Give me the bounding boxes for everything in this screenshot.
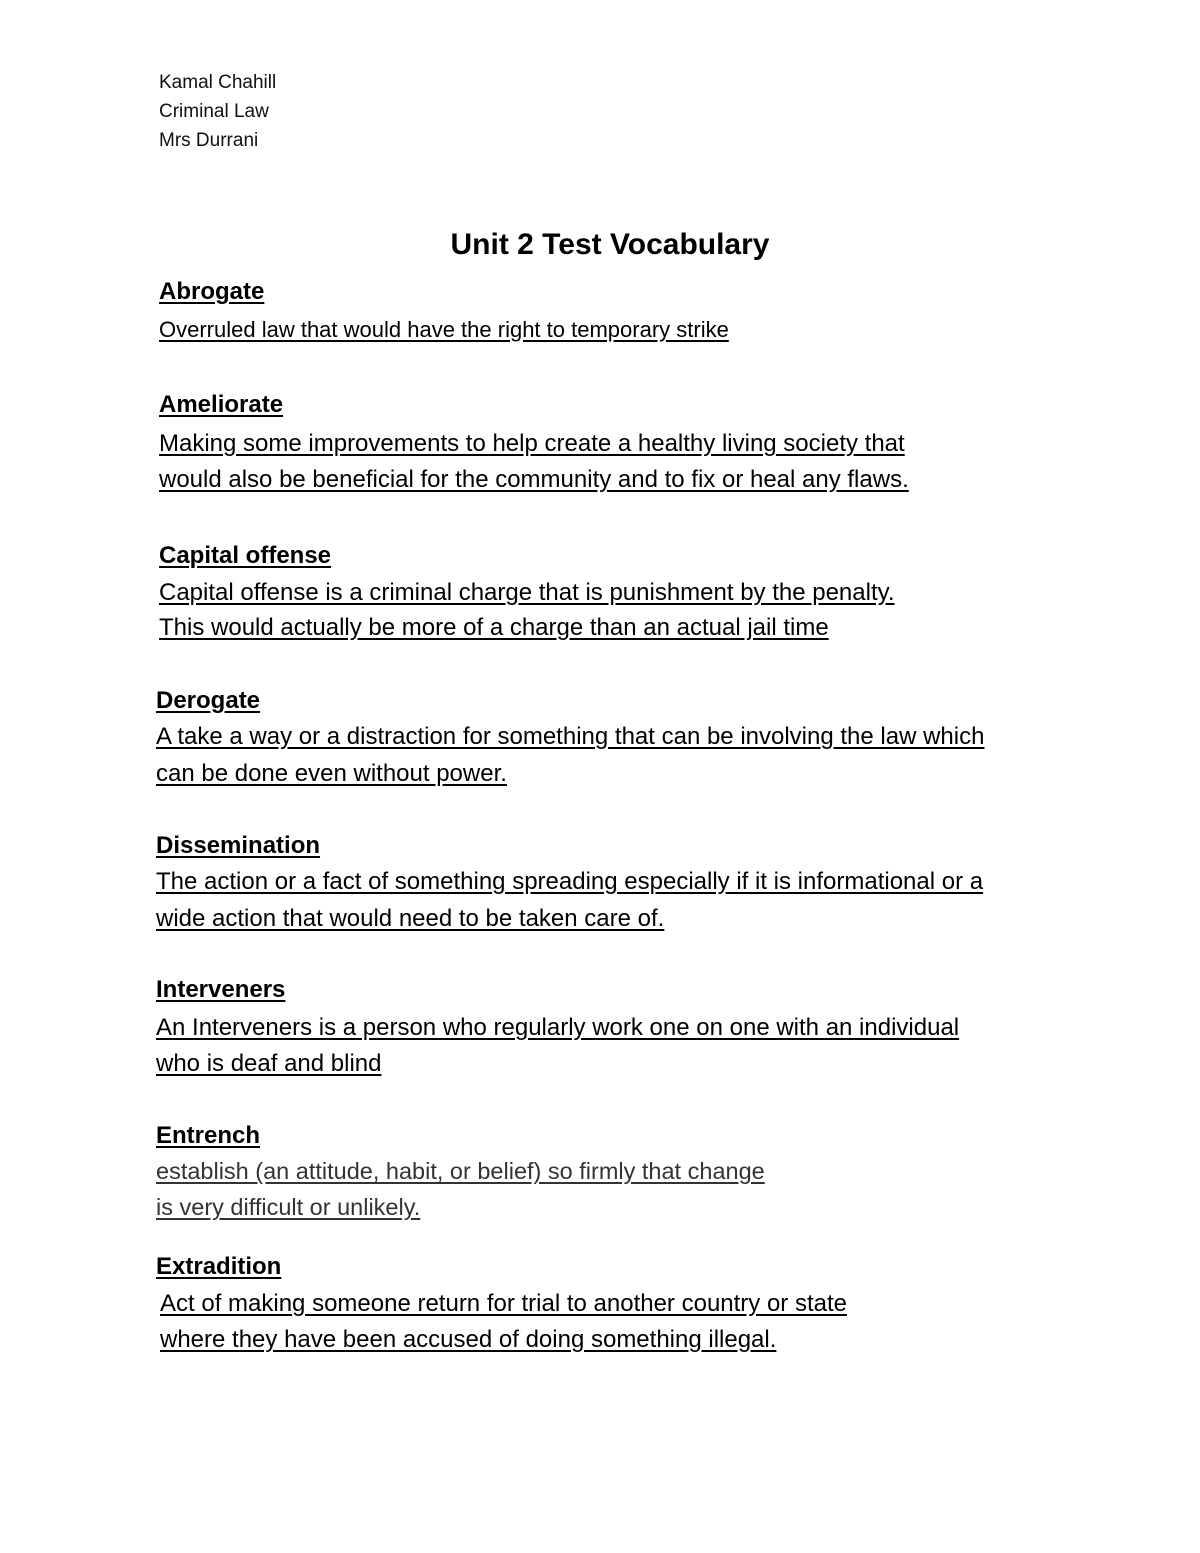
term-dissemination: Dissemination: [156, 832, 321, 859]
definition-abrogate-line-1: Overruled law that would have the right to temporary strike: [159, 317, 729, 342]
term-abrogate: Abrogate: [159, 278, 265, 305]
definition-ameliorate-line-1: Making some improvements to help create a healthy living society that: [159, 430, 905, 457]
definition-entrench-line-1: establish (an attitude, habit, or belief) so firmly that change: [156, 1158, 765, 1184]
definition-ameliorate-line-2: would also be beneficial for the community and to fix or heal any flaws.: [159, 466, 909, 493]
definition-capital-offense-line-1: Capital offense is a criminal charge that is punishment by the penalty.: [159, 579, 895, 606]
definition-dissemination-line-1: The action or a fact of something spreading especially if it is informational or a: [156, 868, 984, 895]
term-interveners: Interveners: [156, 976, 286, 1003]
definition-interveners-line-2: who is deaf and blind: [156, 1050, 382, 1077]
definition-dissemination-line-2: wide action that would need to be taken care of.: [156, 905, 665, 932]
definition-capital-offense-line-2: This would actually be more of a charge than an actual jail time: [159, 614, 829, 641]
definition-extradition-line-1: Act of making someone return for trial to another country or state: [160, 1290, 847, 1317]
definition-entrench-line-2: is very difficult or unlikely.: [156, 1194, 421, 1220]
term-extradition: Extradition: [156, 1253, 282, 1280]
term-ameliorate: Ameliorate: [159, 391, 284, 418]
term-entrench: Entrench: [156, 1122, 261, 1149]
definition-derogate-line-2: can be done even without power.: [156, 760, 507, 787]
definition-extradition-line-2: where they have been accused of doing something illegal.: [160, 1326, 777, 1353]
header-course: Criminal Law: [159, 101, 269, 122]
definition-interveners-line-1: An Interveners is a person who regularly work one on one with an individual: [156, 1014, 960, 1041]
term-capital-offense: Capital offense: [159, 542, 332, 569]
term-derogate: Derogate: [156, 687, 261, 714]
page-title: Unit 2 Test Vocabulary: [450, 228, 770, 261]
definition-derogate-line-1: A take a way or a distraction for something that can be involving the law which: [156, 723, 985, 750]
header-name: Kamal Chahill: [159, 72, 277, 93]
header-teacher: Mrs Durrani: [159, 130, 259, 151]
